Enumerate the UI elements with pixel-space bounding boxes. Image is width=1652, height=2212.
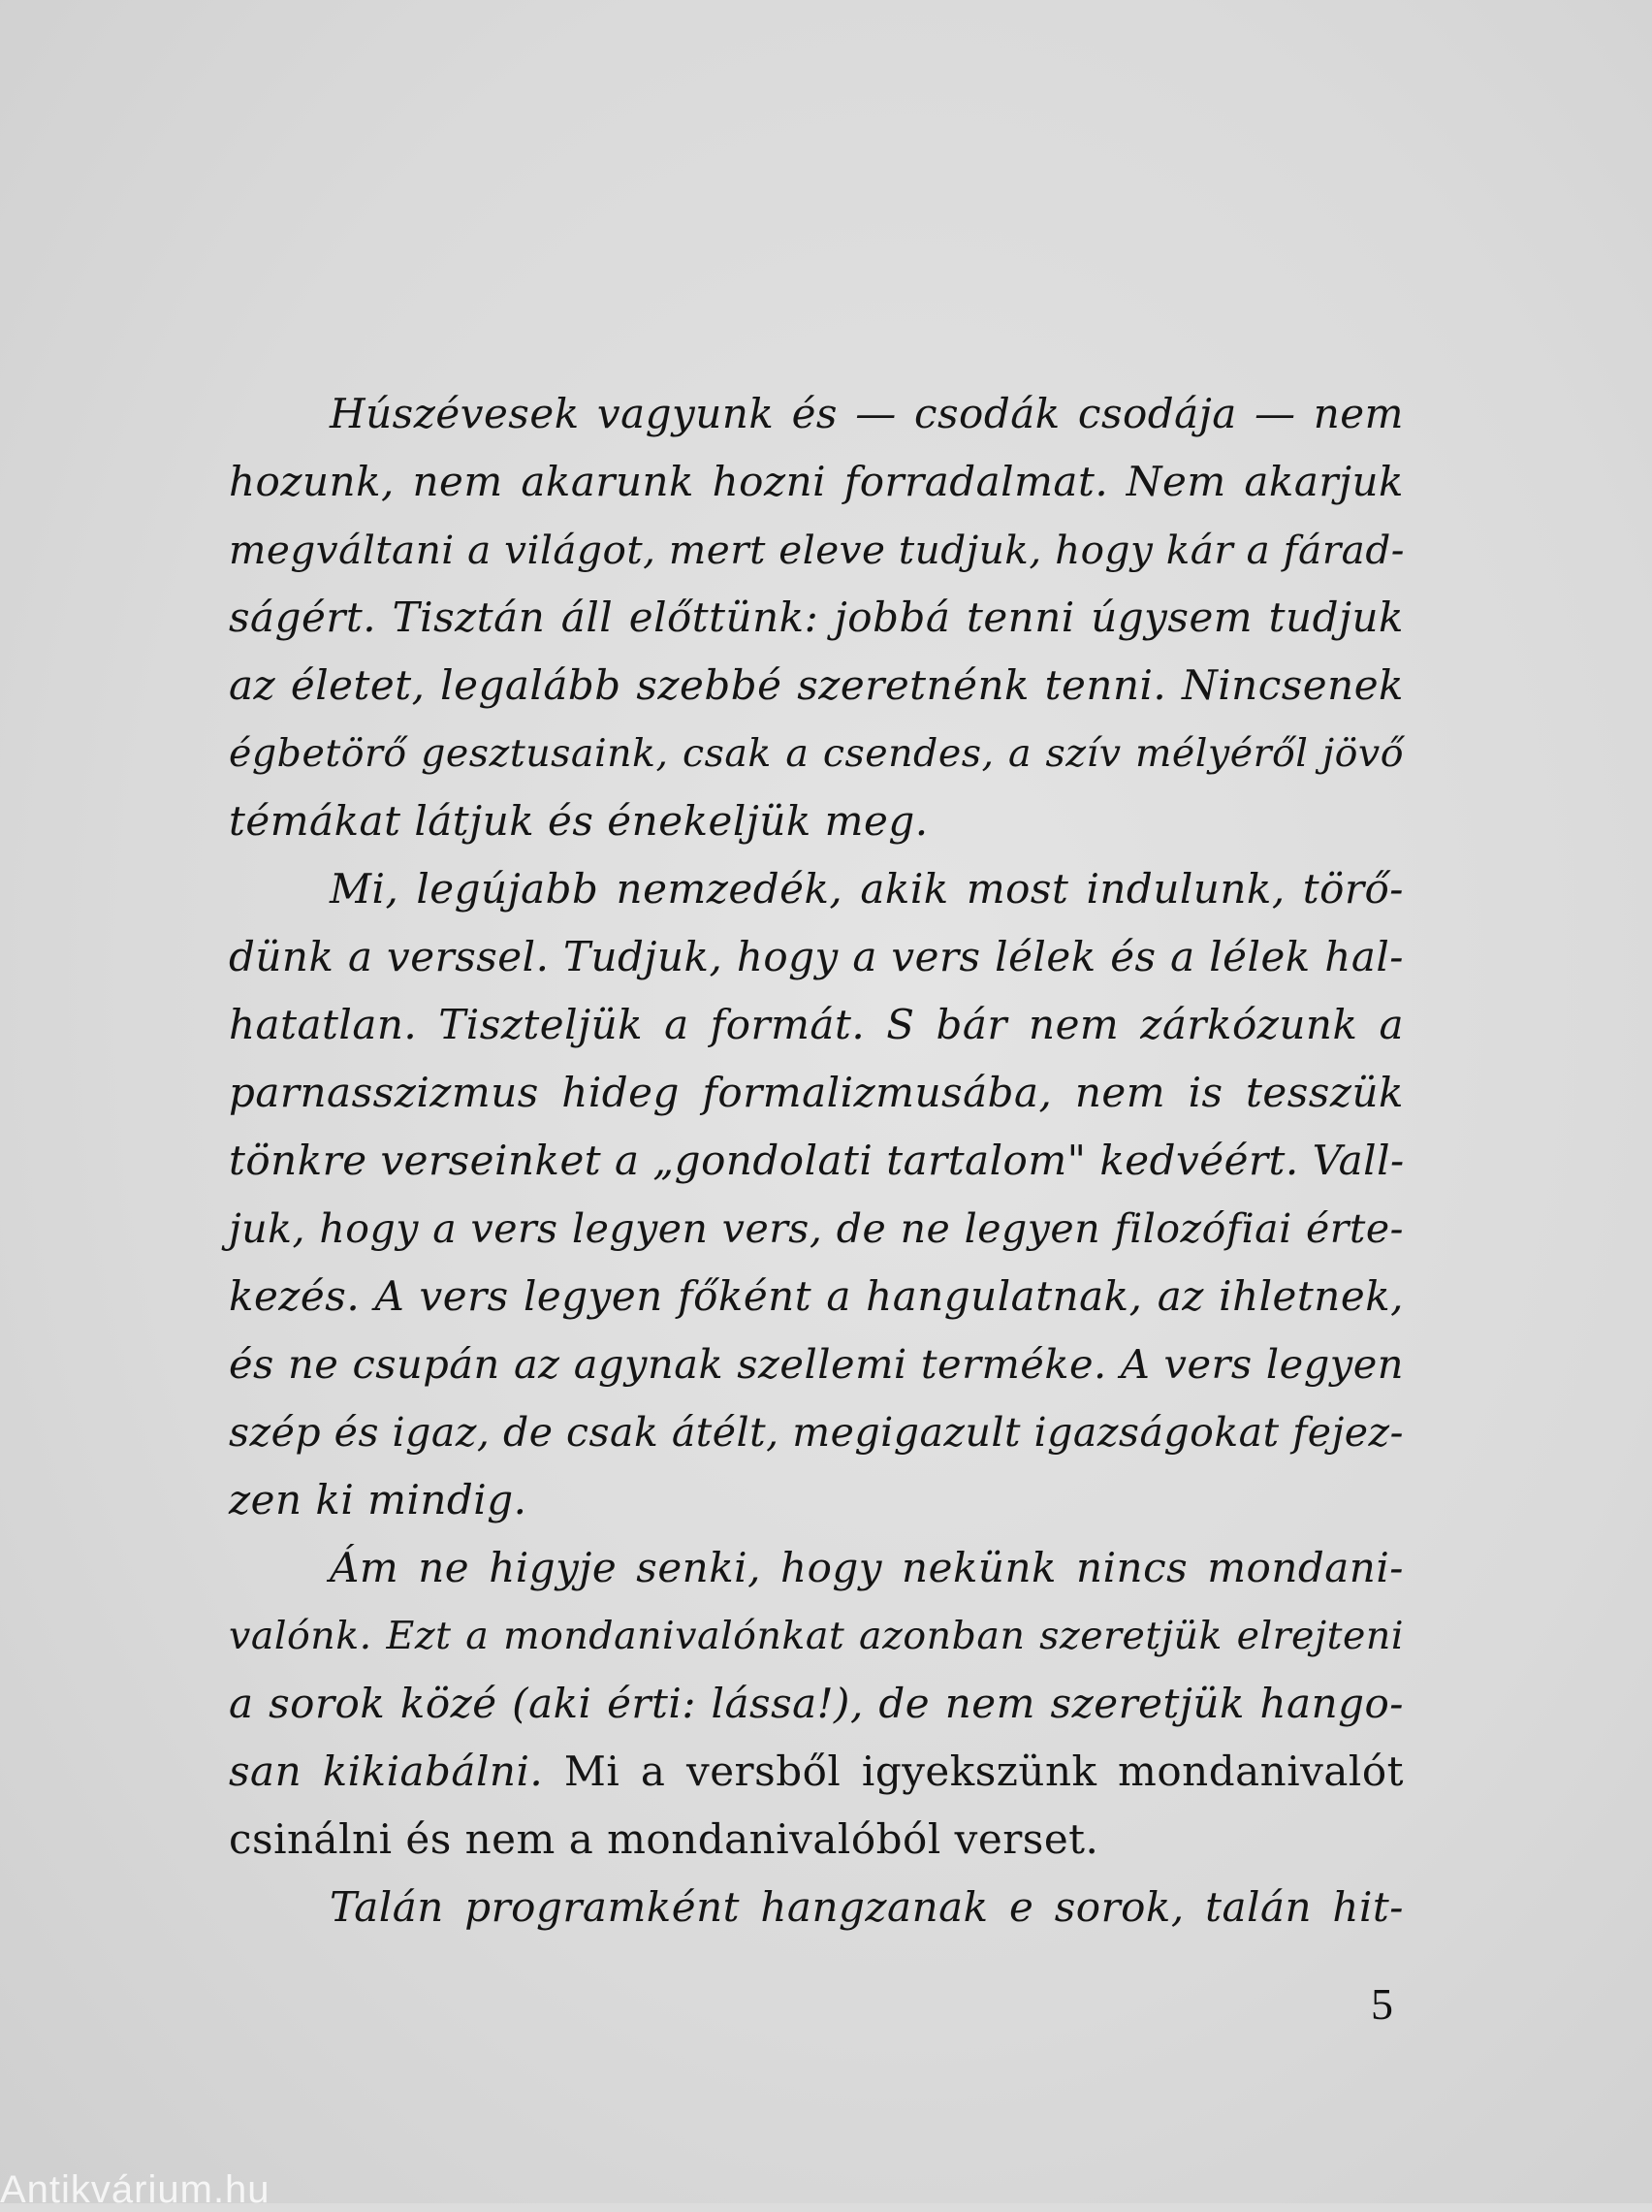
text-line: hatatlan. Tiszteljük a formát. S bár nem zárkózunk a bbox=[229, 1001, 1404, 1048]
text-line: zen ki mindig. bbox=[229, 1476, 527, 1523]
text-line: tönkre verseinket a „gondolati tartalom" kedvéért. Vall- bbox=[229, 1137, 1405, 1184]
text-line: hozunk, nem akarunk hozni forradalmat. Nem akarjuk bbox=[229, 458, 1404, 505]
text-line: ságért. Tisztán áll előttünk: jobbá tenni úgysem tudjuk bbox=[229, 593, 1404, 641]
text-line: az életet, legalább szebbé szeretnénk tenni. Nincsenek bbox=[229, 661, 1404, 709]
text-line: juk, hogy a vers legyen vers, de ne legyen filozófiai érte- bbox=[229, 1205, 1404, 1252]
text-line: és ne csupán az agynak szellemi terméke. A vers legyen bbox=[229, 1340, 1404, 1388]
watermark: Antikvárium.hu bbox=[0, 2168, 270, 2211]
page-number: 5 bbox=[1371, 1979, 1393, 2029]
text-roman-part: Mi a versből igyekszünk mondanivalót bbox=[543, 1747, 1404, 1795]
text-line: megváltani a világot, mert eleve tudjuk, hogy kár a fárad- bbox=[229, 527, 1405, 573]
body-text bbox=[229, 380, 1404, 1941]
text-line: szép és igaz, de csak átélt, megigazult igazságokat fejez- bbox=[229, 1409, 1404, 1456]
text-line: témákat látjuk és énekeljük meg. bbox=[229, 797, 929, 845]
text-line: a sorok közé (aki érti: lássa!), de nem szeretjük hango- bbox=[229, 1680, 1404, 1727]
text-line: dünk a verssel. Tudjuk, hogy a vers lélek és a lélek hal- bbox=[229, 933, 1404, 980]
text-line: Mi, legújabb nemzedék, akik most indulunk, törő- bbox=[330, 865, 1404, 913]
text-line: Ám ne higyje senki, hogy nekünk nincs mondani- bbox=[330, 1544, 1404, 1591]
text-italic-part: san kikiabálni. bbox=[229, 1747, 544, 1795]
text-line: parnasszizmus hideg formalizmusába, nem is tesszük bbox=[229, 1069, 1404, 1116]
text-line: égbetörő gesztusaink, csak a csendes, a szív mélyéről jövő bbox=[229, 731, 1404, 776]
text-line: Húszévesek vagyunk és — csodák csodája — nem bbox=[330, 390, 1404, 437]
text-line: csinálni és nem a mondanivalóból verset. bbox=[229, 1815, 1099, 1863]
text-line: kezés. A vers legyen főként a hangulatnak, az ihletnek, bbox=[229, 1272, 1404, 1320]
text-line: Talán programként hangzanak e sorok, talán hit- bbox=[330, 1883, 1404, 1931]
text-line: valónk. Ezt a mondanivalónkat azonban szeretjük elrejteni bbox=[229, 1614, 1404, 1658]
text-line-mixed bbox=[229, 1738, 1404, 1806]
